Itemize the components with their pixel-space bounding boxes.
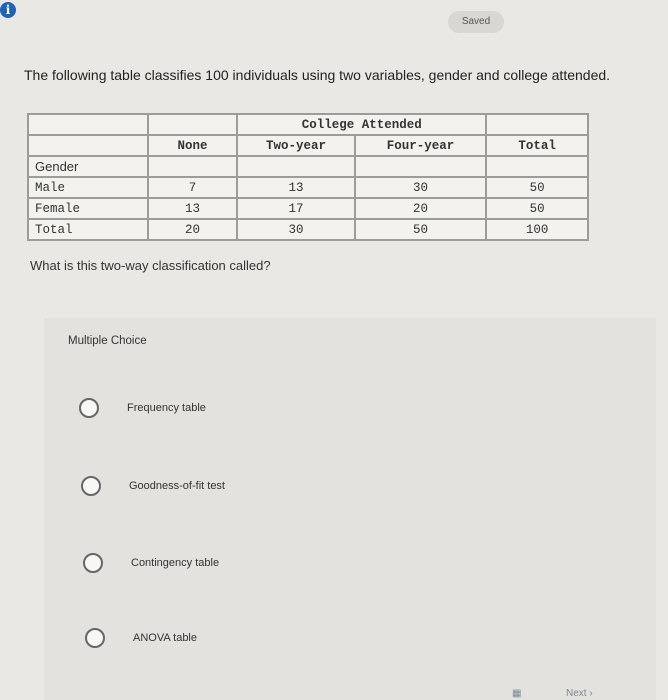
question-prompt: The following table classifies 100 individuals using two variables, gender and college attended.: [24, 67, 611, 83]
table-cell: 50: [486, 198, 588, 219]
radio-button[interactable]: [83, 553, 103, 573]
table-cell: 30: [355, 177, 486, 198]
saved-status-badge: Saved: [448, 11, 504, 33]
radio-button[interactable]: [81, 476, 101, 496]
choice-goodness-of-fit-test[interactable]: [81, 476, 225, 496]
choice-contingency-table[interactable]: [83, 553, 219, 573]
table-cell: 50: [355, 219, 486, 240]
next-label[interactable]: Next: [566, 688, 587, 699]
radio-button[interactable]: [85, 628, 105, 648]
question-text: What is this two-way classification called?: [30, 258, 271, 273]
table-corner-cell: [28, 114, 148, 135]
table-cell: 100: [486, 219, 588, 240]
table-cell: 20: [148, 219, 238, 240]
column-header-four-year: Four-year: [355, 135, 486, 156]
table-total-header-spacer: [486, 114, 588, 135]
multiple-choice-label: Multiple Choice: [68, 335, 147, 347]
row-label-total: Total: [28, 219, 148, 240]
info-icon[interactable]: i: [0, 2, 16, 18]
choice-label[interactable]: Goodness-of-fit test: [129, 480, 225, 492]
table-cell: 30: [237, 219, 355, 240]
choice-label[interactable]: Contingency table: [131, 557, 220, 569]
choice-anova-table[interactable]: [85, 628, 197, 648]
row-label-male: Male: [28, 177, 148, 198]
table-cell: 20: [355, 198, 486, 219]
next-button[interactable]: [566, 688, 593, 699]
row-label-female: Female: [28, 198, 148, 219]
table-cell: 13: [237, 177, 355, 198]
table-cell: 13: [148, 198, 238, 219]
column-header-none: None: [148, 135, 238, 156]
row-header-gender: Gender: [28, 156, 148, 177]
radio-button[interactable]: [79, 398, 99, 418]
table-none-header-spacer: [148, 114, 238, 135]
choice-label[interactable]: ANOVA table: [133, 632, 197, 644]
table-cell: 50: [486, 177, 588, 198]
grid-icon[interactable]: ▦: [512, 688, 522, 699]
choice-label[interactable]: Frequency table: [127, 402, 206, 414]
choice-frequency-table[interactable]: [79, 398, 206, 418]
table-empty-cell: [28, 135, 148, 156]
table-row: [28, 219, 588, 240]
table-row: [28, 177, 588, 198]
column-header-two-year: Two-year: [237, 135, 355, 156]
chevron-right-icon[interactable]: ›: [589, 688, 593, 699]
table-row: [28, 198, 588, 219]
column-header-total: Total: [486, 135, 588, 156]
two-way-table: [27, 113, 589, 241]
table-cell: 7: [148, 177, 238, 198]
table-group-header: College Attended: [237, 114, 486, 135]
table-cell: 17: [237, 198, 355, 219]
